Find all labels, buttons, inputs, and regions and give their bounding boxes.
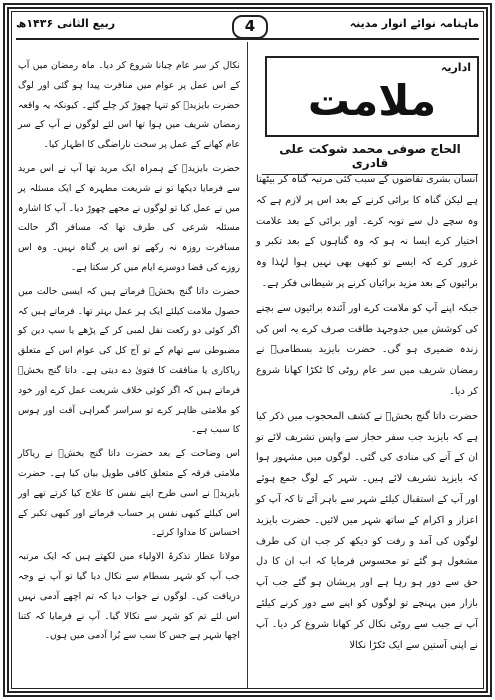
paragraph: حضرت داتا گنج بخشؒ نے کشف المحجوب میں ذکر کیا ہے کہ بایزید جب سفر حجاز سے واپس تشریف لائے تو ان کے آنے کی منادی کی گئی۔ لوگوں میں مشہور ہوا کہ بایزید تشریف لائے ہیں۔ شہر کے لوگ جمع ہوئے اور آپ کے استقبال کیلئے شہر سے باہر آئے تا کہ آپ کو اعزاز و اکرام کے ساتھ شہر میں لائیں۔ حضرت بایزید لوگوں کی آمد و رفت کو دیکھ کر جب ان کی طرف مشغول ہو گئے تو محسوس فرمایا کہ اب ان کا دل حق سے دور ہو رہا ہے اور پریشان ہو گئے جب آپ بازار میں پہنچے تو لوگوں کو اپنے سے دور کرنے کیلئے آپ نے جیب سے روٹی نکال کر کھانا شروع کر دیا۔ آپ نے اپنی آستین سے ایک ٹکڑا نکالا xyxy=(256,410,478,651)
paragraph: انسان بشری تقاضوں کے سبب کئی مرتبہ گناہ کر بیٹھتا ہے لیکن گناہ کا برائی کرنے کے بعد اس پر لازم ہے کہ وہ سچے دل سے توبہ کرے۔ اور برائی کے بعد علامت اختیار کرے ایسا نہ ہو کہ وہ گناہوں کے بعد تکبر و غرور کرے کہ ایسے تو کبھی بھی نہیں ہوا لہٰذا وہ برائیوں کے بعد مزید برائیاں کرنے پر شیطانی فکر ہے۔ xyxy=(256,174,478,289)
article-title: ملامت xyxy=(307,76,437,125)
editorial-label: اداریہ xyxy=(440,61,471,74)
author-byline: الحاج صوفی محمد شوکت علی قادری xyxy=(262,142,478,175)
paragraph: اس وضاحت کے بعد حضرت داتا گنج بخشؒ نے ریاکار ملامتی فرقہ کے متعلق کافی طویل بیان کیا ہے۔ حضرت بایزیدؒ نے اسی طرح اپنے نفس کا علاج کیا کرتے تھے اور اس کیلئے کبھی نفس پر حساب فرماتے اور کبھی تکبر کے احساس کا مداوا کرتے۔ xyxy=(18,448,240,539)
paragraph: نکال کر سر عام چبانا شروع کر دیا۔ ماہ رمضان میں آپ کے اس عمل پر عوام میں منافرت پیدا ہو گئی اور لوگ حضرت بایزیدؒ کو تنہا چھوڑ کر چلے گئے۔ کیونکہ یہ واقعہ رمضان شریف میں ہوا تھا اس لئے لوگوں نے آپ کے سر عام کھانے کے عمل پر سخت ناراضگی کا اظہار کیا۔ xyxy=(18,60,240,151)
page-number: 4 xyxy=(232,15,268,39)
left-column xyxy=(18,56,240,650)
right-column xyxy=(256,170,478,660)
page-header xyxy=(16,14,479,40)
paragraph: حضرت داتا گنج بخشؒ فرماتے ہیں کہ ایسی حالت میں حصول ملامت کیلئے ایک ہر عمل بہتر تھا۔ فرماتے ہیں کہ اگر کوئی دو رکعت نفل لمبی کر کے پڑھے یا سپ دین کو مضبوطی سے تھام کے تو آج کل کی عوام اس کے متعلق ریاکاری یا منافقت کا فتویٰ دے دیتی ہے۔ داتا گنج بخشؒ فرماتے ہیں کہ اگر کوئی خلاف شریعت عمل کرے اور خود کو ملامتی ظاہر کرے تو سراسر گمراہی آفت اور ہوس کا سبب ہے۔ xyxy=(18,285,240,436)
paragraph: حضرت بایزیدؒ کے ہمراہ ایک مرید تھا آپ نے اس مرید سے فرمایا دیکھا تو نے شریعت مطہرہ کے ایک مسئلہ پر میں نے عمل کیا تو لوگوں نے مجھے چھوڑ دیا۔ آپ کا اشارہ مسئلہ شرعی کی طرف تھا کہ مسافر اگر حالت مسافرت روزہ نہ رکھے تو اس پر گناہ نہیں۔ وہ اس روزے کی قضا دوسرے ایام میں کر سکتا ہے۔ xyxy=(18,162,240,273)
column-divider xyxy=(247,42,248,688)
paragraph: جبکہ اپنے آپ کو ملامت کرے اور آئندہ برائیوں سے بچنے کی کوشش میں جدوجہد طاقت صرف کرے یہ اس کی زندہ ضمیری ہو گی۔ حضرت بایزید بسطامیؒ نے رمضان شریف میں سر عام روٹی کا ٹکڑا کھانا شروع کر دیا۔ xyxy=(256,302,478,397)
editorial-heading-box xyxy=(265,56,479,137)
issue-date: ربیع الثانی ۱۴۳۶ھ xyxy=(16,17,116,30)
paragraph: مولانا عطار تذکرۃ الاولیاء میں لکھتے ہیں کہ ایک مرتبہ جب آپ کو شہر بسطام سے نکال دیا گیا تو آپ نے وجہ دریافت کی۔ لوگوں نے جواب دیا کہ تم اچھے آدمی نہیں اس لئے تم کو شہر سے نکالا گیا۔ آپ نے فرمایا کہ کتنا اچھا شہر ہے جس کا سب سے بُرا آدمی میں ہوں۔ xyxy=(18,551,240,642)
magazine-title: ماہنامہ نوائے انوار مدینہ xyxy=(349,17,479,30)
